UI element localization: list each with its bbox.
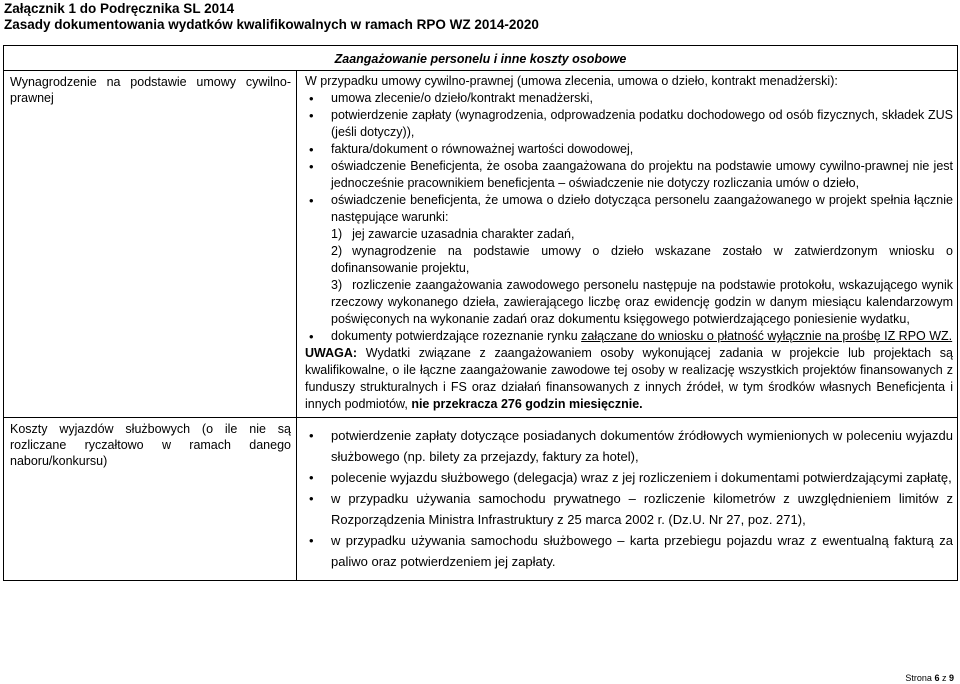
market-research-underlined: załączane do wniosku o płatność wyłącznie na prośbę IZ RPO WZ. [581,329,953,343]
list-item: • w przypadku używania samochodu służbowego – karta przebiegu pojazdu wraz z ewentualną fakturą za paliwo oraz potwierdzeniem jej zapłaty. [305,530,953,572]
table-row [4,418,958,581]
condition-text: rozliczenie zaangażowania zawodowego personelu następuje na podstawie protokołu, wskazującego wynik rzeczowy wykonanego dzieła, zawierającego liczbę oraz ewidencję godzin w danym miesiącu kalendarzowym poświęconych na wykonanie zadań oraz dokumentu księgowego potwierdzającego poniesienie wydatku, [331,278,953,326]
market-research-text: dokumenty potwierdzające rozeznanie rynku [331,329,582,343]
condition-number: 3) [331,278,343,292]
condition-item [305,243,953,277]
list-item: • potwierdzenie zapłaty dotyczące posiadanych dokumentów źródłowych wymienionych w poleceniu wyjazdu służbowego (np. bilety za przejazdy, faktury za hotel), [305,425,953,467]
condition-number: 2) [331,244,343,258]
list-item: • polecenie wyjazdu służbowego (delegacja) wraz z jej rozliczeniem i dokumentami potwierdzającymi zapłatę, [305,467,953,488]
row-label-business-travel: Koszty wyjazdów służbowych (o ile nie są rozliczane ryczałtowo w ramach danego naboru/konkursu) [4,418,297,581]
list-item: • oświadczenie Beneficjenta, że osoba zaangażowana do projektu na podstawie umowy cywilno-prawnej nie jest jednocześnie pracownikiem beneficjenta – oświadczenie nie dotyczy rozliczania umów o dzieło, [305,158,953,192]
header-line-1: Załącznik 1 do Podręcznika SL 2014 [4,1,235,16]
condition-text: wynagrodzenie na podstawie umowy o dzieło wskazane zostało w zatwierdzonym wniosku o dofinansowanie projektu, [331,244,953,275]
note-emphasis: nie przekracza 276 godzin miesięcznie. [411,397,643,411]
list-item: • umowa zlecenie/o dzieło/kontrakt menadżerski, [305,90,953,107]
list-item: • faktura/dokument o równoważnej wartości dowodowej, [305,141,953,158]
list-item: • oświadczenie beneficjenta, że umowa o dzieło dotycząca personelu zaangażowanego w projekt spełnia łącznie następujące warunki: [305,192,953,226]
condition-text: jej zawarcie uzasadnia charakter zadań, [352,227,575,241]
list-item: • potwierdzenie zapłaty (wynagrodzenia, odprowadzenia podatku dochodowego od osób fizycznych, składek ZUS (jeśli dotyczy)), [305,107,953,141]
list-item: • w przypadku używania samochodu prywatnego – rozliczenie kilometrów z uwzględnieniem limitów z Rozporządzenia Ministra Infrastruktury z 25 marca 2002 r. (Dz.U. Nr 27, poz. 271), [305,488,953,530]
row-content-business-travel [297,418,958,581]
header-line-2: Zasady dokumentowania wydatków kwalifikowalnych w ramach RPO WZ 2014-2020 [4,17,539,32]
table-row [4,71,958,418]
page-total: 9 [948,673,954,683]
row-content-civil-contract [297,71,958,418]
note-text: Wydatki związane z zaangażowaniem osoby wykonującej zadania w projekcie lub projektach są kwalifikowalne, o ile łączne zaangażowanie zawodowe tej osoby w realizację wszystkich projektów finansowanych z funduszy strukturalnych i FS oraz działań finansowanych z innych źródeł, w tym środków własnych Beneficjenta i innych podmiotów, [305,346,953,411]
list-item [305,328,953,345]
condition-item [305,277,953,328]
note-label: UWAGA: [305,346,358,360]
section-title: Zaangażowanie personelu i inne koszty osobowe [4,46,958,71]
page-current: 6 [934,673,940,683]
page-label: Strona [905,673,935,683]
condition-item [305,226,953,243]
note-paragraph [305,345,953,413]
section-title-row [4,46,958,71]
page-number-footer [905,673,954,683]
page-of-label: z [939,673,949,683]
cost-documentation-table [3,45,958,581]
intro-text: W przypadku umowy cywilno-prawnej (umowa zlecenia, umowa o dzieło, kontrakt menadżerski): [305,74,838,88]
row-label-civil-contract: Wynagrodzenie na podstawie umowy cywilno-prawnej [4,71,297,418]
document-header [4,1,539,33]
condition-number: 1) [331,227,343,241]
